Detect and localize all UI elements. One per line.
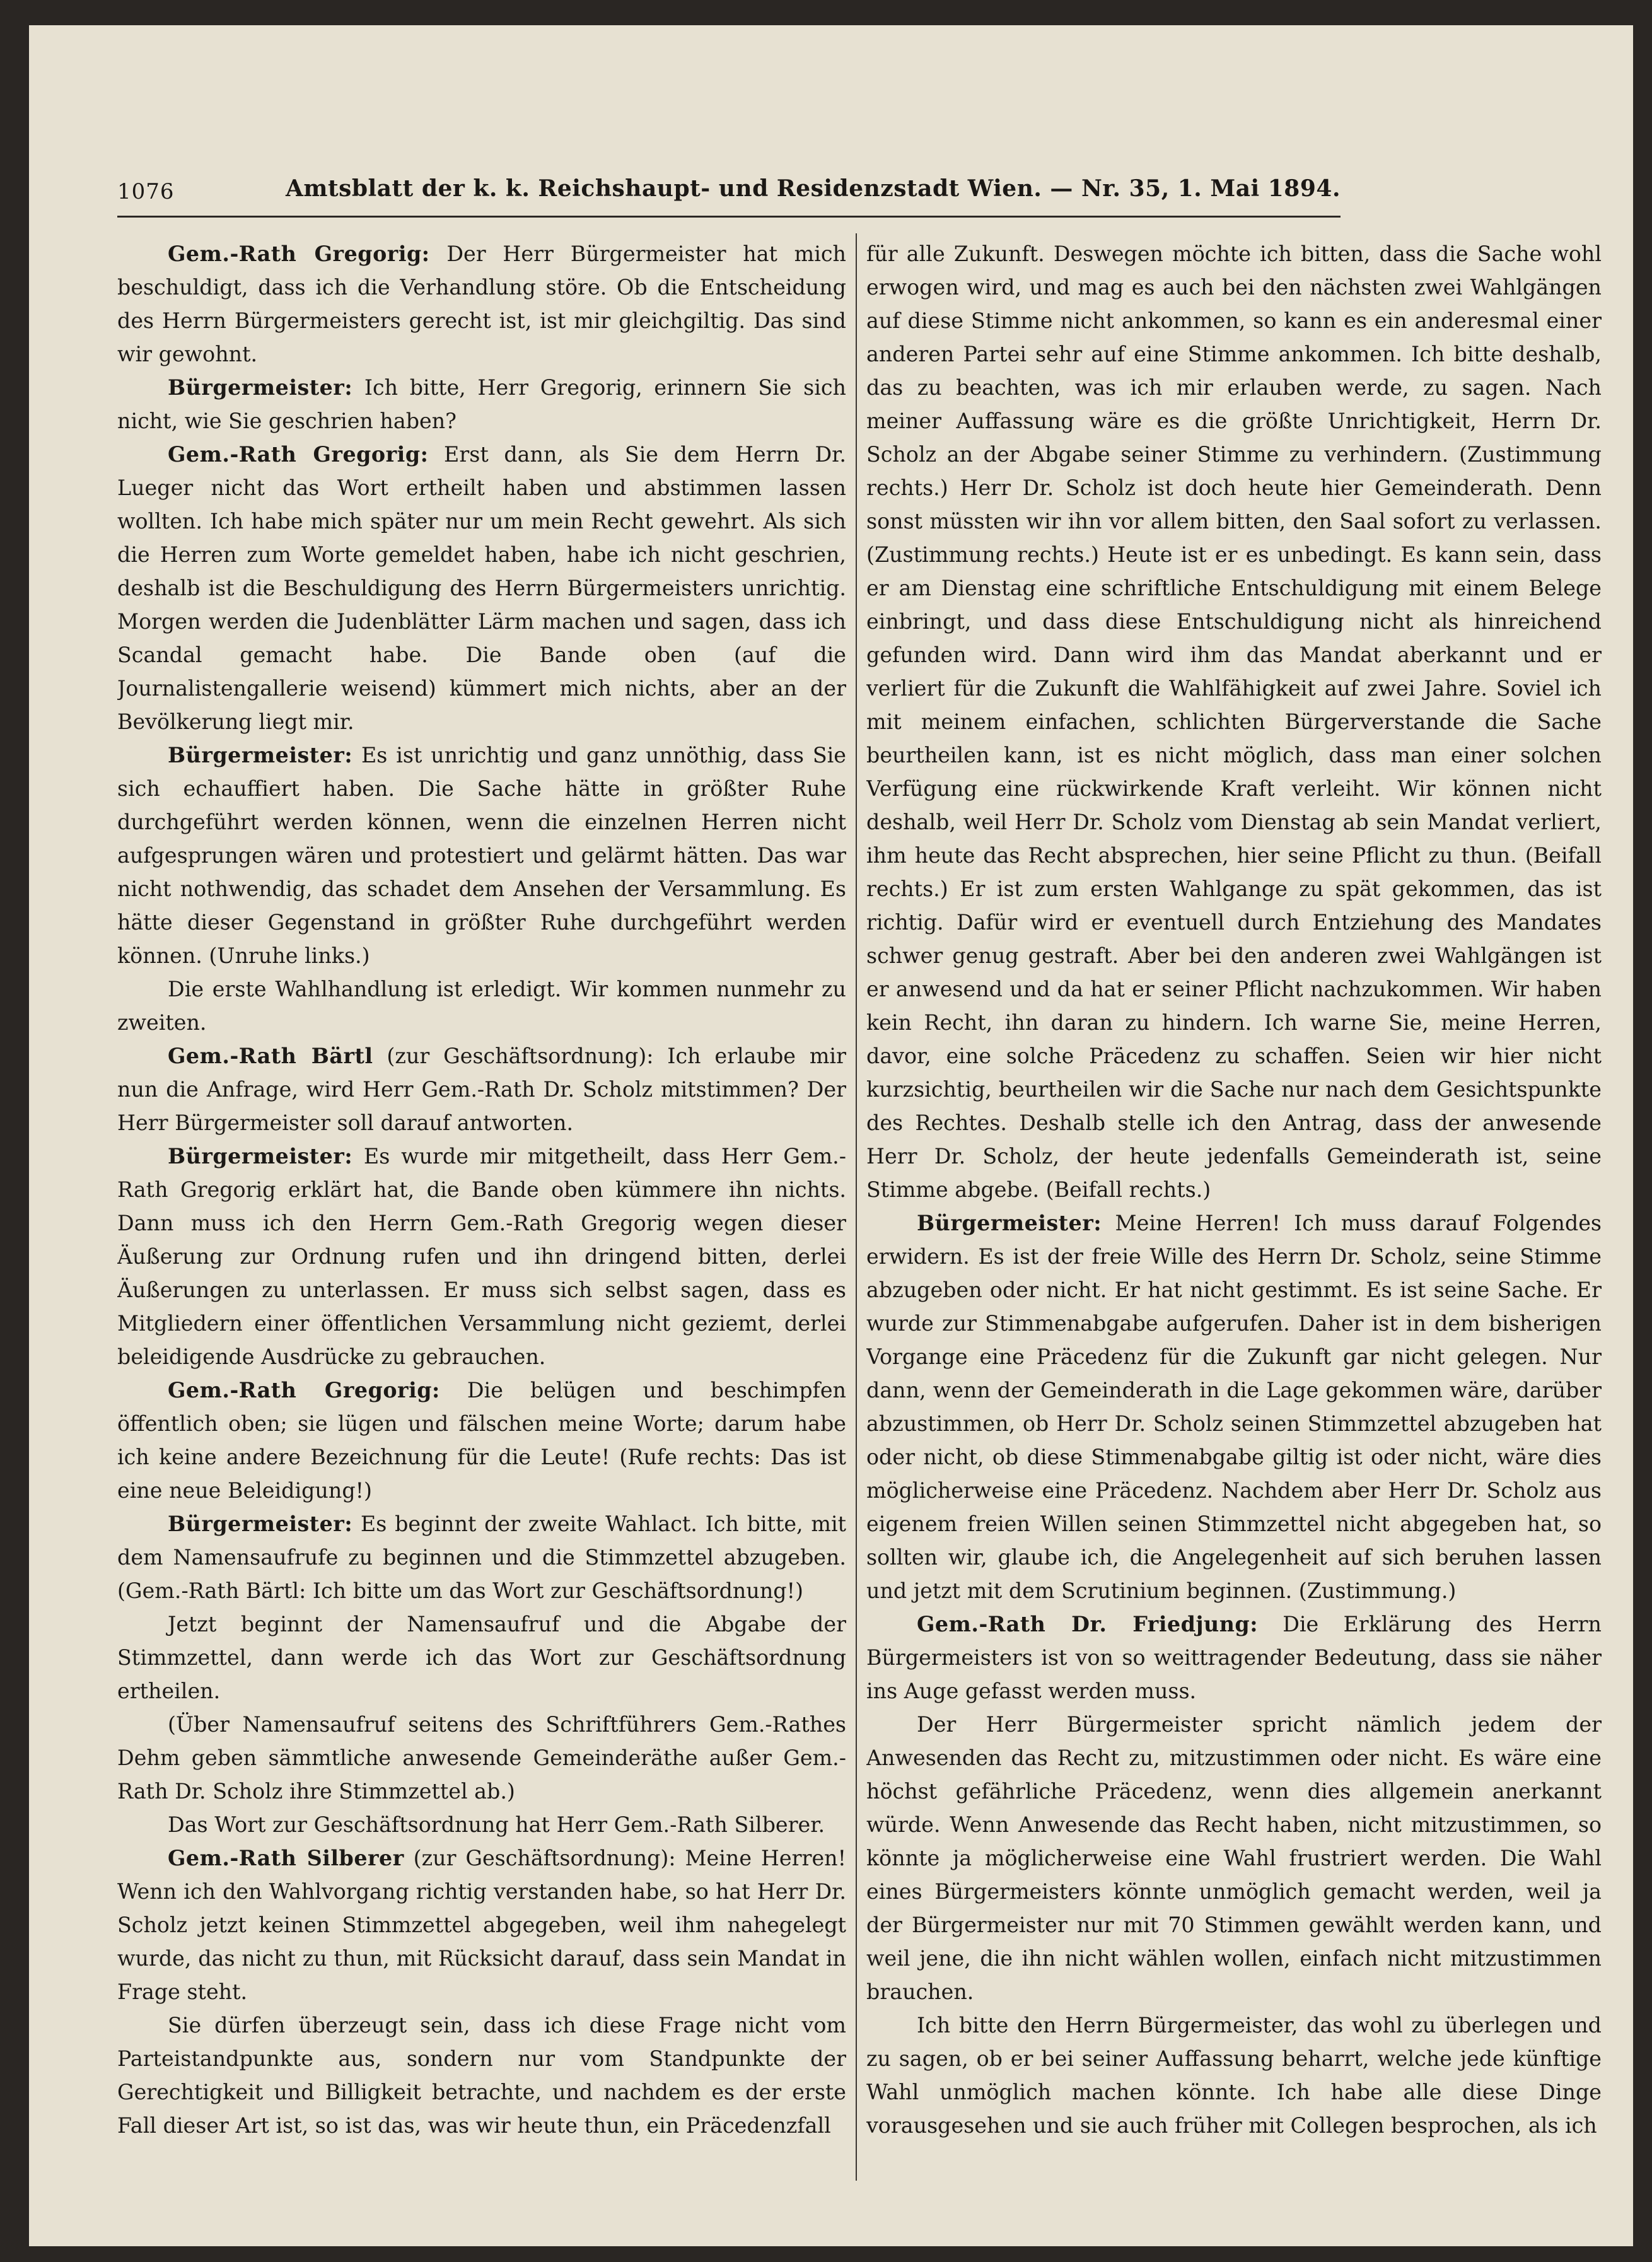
page-header <box>117 174 1341 212</box>
gazette-title: Amtsblatt der k. k. Reichshaupt- und Residenzstadt Wien. — Nr. 35, 1. Mai 1894. <box>285 175 1341 202</box>
paragraph-text: Das Wort zur Geschäftsordnung hat Herr Gem.-Rath Silberer. <box>168 1812 825 1837</box>
paragraph-text: Die Erklärung des Herrn Bürgermeisters ist von so weittragender Bedeutung, dass sie näher ins Auge gefasst werden muss. <box>866 1612 1602 1703</box>
paragraph-text: Meine Herren! Ich muss darauf Folgendes erwidern. Es ist der freie Wille des Herrn Dr. Scholz, seine Stimme abzugeben oder nicht. Er hat nicht gestimmt. Es ist seine Sache. Er wurde zur Stimmenabgabe aufgerufen. Daher ist in dem bisherigen Vorgange eine Präcedenz für die Zukunft gar nicht gelegen. Nur dann, wenn der Gemeinderath in die Lage gekommen wäre, darüber abzustimmen, ob Herr Dr. Scholz seinen Stimmzettel abzugeben hat oder nicht, ob diese Stimmenabgabe giltig ist oder nicht, wäre dies möglicherweise eine Präcedenz. Nachdem aber Herr Dr. Scholz aus eigenem freien Willen seinen Stimmzettel nicht abgegeben hat, so sollten wir, glaube ich, die Angelegenheit auf sich beruhen lassen und jetzt mit dem Scrutinium beginnen. (Zustimmung.) <box>866 1211 1602 1603</box>
paragraph <box>117 1039 846 1140</box>
column-divider <box>856 233 857 2181</box>
paragraph <box>117 237 846 371</box>
paragraph-text: (zur Geschäftsordnung): Ich erlaube mir nun die Anfrage, wird Herr Gem.-Rath Dr. Scholz mitstimmen? Der Herr Bürgermeister soll darauf antworten. <box>117 1044 846 1135</box>
speaker-name: Gem.-Rath Gregorig: <box>168 442 429 467</box>
paragraph <box>117 1841 846 2008</box>
paragraph-text: Die erste Wahlhandlung ist erledigt. Wir kommen nunmehr zu zweiten. <box>117 977 846 1035</box>
left-column <box>117 237 846 2179</box>
paragraph <box>117 1507 846 1607</box>
right-column <box>866 237 1602 2179</box>
paragraph <box>117 438 846 738</box>
paragraph-text: für alle Zukunft. Deswegen möchte ich bitten, dass die Sache wohl erwogen wird, und mag es auch bei den nächsten zwei Wahlgängen auf diese Stimme nicht ankommen, so kann es ein anderesmal einer anderen Partei sehr auf eine Stimme ankommen. Ich bitte deshalb, das zu beachten, was ich mir erlauben werde, zu sagen. Nach meiner Auffassung wäre es die größte Unrichtigkeit, Herrn Dr. Scholz an der Abgabe seiner Stimme zu verhindern. (Zustimmung rechts.) Herr Dr. Scholz ist doch heute hier Gemeinderath. Denn sonst müssten wir ihn vor allem bitten, den Saal sofort zu verlassen. (Zustimmung rechts.) Heute ist er es unbedingt. Es kann sein, dass er am Dienstag eine schriftliche Entschuldigung mit einem Belege einbringt, und dass diese Entschuldigung nicht als hinreichend gefunden wird. Dann wird ihm das Mandat aberkannt und er verliert für die Zukunft die Wahlfähigkeit auf zwei Jahre. Soviel ich mit meinem einfachen, schlichten Bürgerverstande die Sache beurtheilen kann, ist es nicht möglich, dass man einer solchen Verfügung eine rückwirkende Kraft verleiht. Wir können nicht deshalb, weil Herr Dr. Scholz vom Dienstag ab sein Mandat verliert, ihm heute das Recht absprechen, hier seine Pflicht zu thun. (Beifall rechts.) Er ist zum ersten Wahlgange zu spät gekommen, das ist richtig. Dafür wird er eventuell durch Entziehung des Mandates schwer genug gestraft. Aber bei den anderen zwei Wahlgängen ist er anwesend und da hat er seiner Pflicht nachzukommen. Wir haben kein Recht, ihn daran zu hindern. Ich warne Sie, meine Herren, davor, eine solche Präcedenz zu schaffen. Seien wir hier nicht kurzsichtig, beurtheilen wir die Sache nur nach dem Gesichtspunkte des Rechtes. Deshalb stelle ich den Antrag, dass der anwesende Herr Dr. Scholz, der heute jedenfalls Gemeinderath ist, seine Stimme abgebe. (Beifall rechts.) <box>866 242 1602 1202</box>
header-rule <box>117 216 1341 218</box>
paragraph-text: (zur Geschäftsordnung): Meine Herren! Wenn ich den Wahlvorgang richtig verstanden habe, so hat Herr Dr. Scholz jetzt keinen Stimmzettel abgegeben, weil ihm nahegelegt wurde, das nicht zu thun, mit Rücksicht darauf, dass sein Mandat in Frage steht. <box>117 1846 846 2004</box>
paragraph-text: (Über Namensaufruf seitens des Schriftführers Gem.-Rathes Dehm geben sämmtliche anwesende Gemeinderäthe außer Gem.-Rath Dr. Scholz ihre Stimmzettel ab.) <box>117 1712 846 1804</box>
paragraph-text: Der Herr Bürgermeister spricht nämlich jedem der Anwesenden das Recht zu, mitzustimmen oder nicht. Es wäre eine höchst gefährliche Präcedenz, wenn dies allgemein anerkannt würde. Wenn Anwesende das Recht haben, nicht mitzustimmen, so könnte ja möglicherweise eine Wahl frustriert werden. Die Wahl eines Bürgermeisters könnte unmöglich gemacht werden, weil ja der Bürgermeister nur mit 70 Stimmen gewählt werden kann, und weil jene, die ihn nicht wählen wollen, einfach nicht mitzustimmen brauchen. <box>866 1712 1602 2004</box>
newspaper-page <box>29 25 1633 2246</box>
paragraph-text: Sie dürfen überzeugt sein, dass ich diese Frage nicht vom Parteistandpunkte aus, sondern nur vom Standpunkte der Gerechtigkeit und Billigkeit betrachte, und nachdem es der erste Fall dieser Art ist, so ist das, was wir heute thun, ein Präcedenzfall <box>117 2013 846 2138</box>
speaker-name: Gem.-Rath Silberer <box>168 1846 404 1870</box>
paragraph <box>117 1140 846 1373</box>
paragraph <box>117 1373 846 1507</box>
speaker-name: Bürgermeister: <box>168 375 353 400</box>
paragraph-text: Die belügen und beschimpfen öffentlich oben; sie lügen und fälschen meine Worte; darum habe ich keine andere Bezeichnung für die Leute! (Rufe rechts: Das ist eine neue Beleidigung!) <box>117 1378 846 1503</box>
paragraph <box>866 1607 1602 1708</box>
paragraph <box>117 738 846 972</box>
paragraph <box>866 2008 1602 2142</box>
speaker-name: Bürgermeister: <box>168 1512 353 1536</box>
paragraph <box>866 1708 1602 2008</box>
speaker-name: Gem.-Rath Gregorig: <box>168 242 430 266</box>
paragraph-text: Der Herr Bürgermeister hat mich beschuldigt, dass ich die Verhandlung störe. Ob die Entscheidung des Herrn Bürgermeisters gerecht ist, ist mir gleichgiltig. Das sind wir gewohnt. <box>117 242 846 366</box>
speaker-name: Gem.-Rath Dr. Friedjung: <box>917 1612 1258 1636</box>
paragraph <box>117 2008 846 2142</box>
speaker-name: Bürgermeister: <box>168 1144 353 1169</box>
paragraph-text: Ich bitte den Herrn Bürgermeister, das wohl zu überlegen und zu sagen, ob er bei seiner Auffassung beharrt, welche jede künftige Wahl unmöglich machen könnte. Ich habe alle diese Dinge vorausgesehen und sie auch früher mit Collegen besprochen, als ich <box>866 2013 1602 2138</box>
paragraph-text: Es ist unrichtig und ganz unnöthig, dass Sie sich echauffiert haben. Die Sache hätte in größter Ruhe durchgeführt werden können, wenn die einzelnen Herren nicht aufgesprungen wären und protestiert und gelärmt hätten. Das war nicht nothwendig, das schadet dem Ansehen der Versammlung. Es hätte dieser Gegenstand in größter Ruhe durchgeführt werden können. (Unruhe links.) <box>117 743 846 968</box>
paragraph-text: Ich bitte, Herr Gregorig, erinnern Sie sich nicht, wie Sie geschrien haben? <box>117 375 846 433</box>
paragraph <box>117 972 846 1039</box>
paragraph-text: Erst dann, als Sie dem Herrn Dr. Lueger nicht das Wort ertheilt haben und abstimmen lassen wollten. Ich habe mich später nur um mein Recht gewehrt. Als sich die Herren zum Worte gemeldet haben, habe ich nicht geschrien, deshalb ist die Beschuldigung des Herrn Bürgermeisters unrichtig. Morgen werden die Judenblätter Lärm machen und sagen, dass ich Scandal gemacht habe. Die Bande oben (auf die Journalistengallerie weisend) kümmert mich nichts, aber an der Bevölkerung liegt mir. <box>117 442 846 734</box>
paragraph-text: Es beginnt der zweite Wahlact. Ich bitte, mit dem Namensaufrufe zu beginnen und die Stimmzettel abzugeben. (Gem.-Rath Bärtl: Ich bitte um das Wort zur Geschäftsordnung!) <box>117 1512 846 1603</box>
paragraph <box>117 1607 846 1708</box>
speaker-name: Bürgermeister: <box>168 743 353 767</box>
speaker-name: Bürgermeister: <box>917 1211 1102 1235</box>
page-number: 1076 <box>117 179 175 204</box>
paragraph <box>117 1708 846 1808</box>
paragraph-text: Es wurde mir mitgetheilt, dass Herr Gem.-Rath Gregorig erklärt hat, die Bande oben kümmere ihn nichts. Dann muss ich den Herrn Gem.-Rath Gregorig wegen dieser Äußerung zur Ordnung rufen und ihn dringend bitten, derlei Äußerungen zu unterlassen. Er muss sich selbst sagen, dass es Mitgliedern einer öffentlichen Versammlung nicht geziemt, derlei beleidigende Ausdrücke zu gebrauchen. <box>117 1144 846 1369</box>
paragraph <box>117 1808 846 1841</box>
paragraph-text: Jetzt beginnt der Namensaufruf und die Abgabe der Stimmzettel, dann werde ich das Wort zur Geschäftsordnung ertheilen. <box>117 1612 846 1703</box>
paragraph <box>866 237 1602 1206</box>
speaker-name: Gem.-Rath Bärtl <box>168 1044 373 1068</box>
paragraph <box>866 1206 1602 1607</box>
paragraph <box>117 371 846 438</box>
speaker-name: Gem.-Rath Gregorig: <box>168 1378 440 1402</box>
